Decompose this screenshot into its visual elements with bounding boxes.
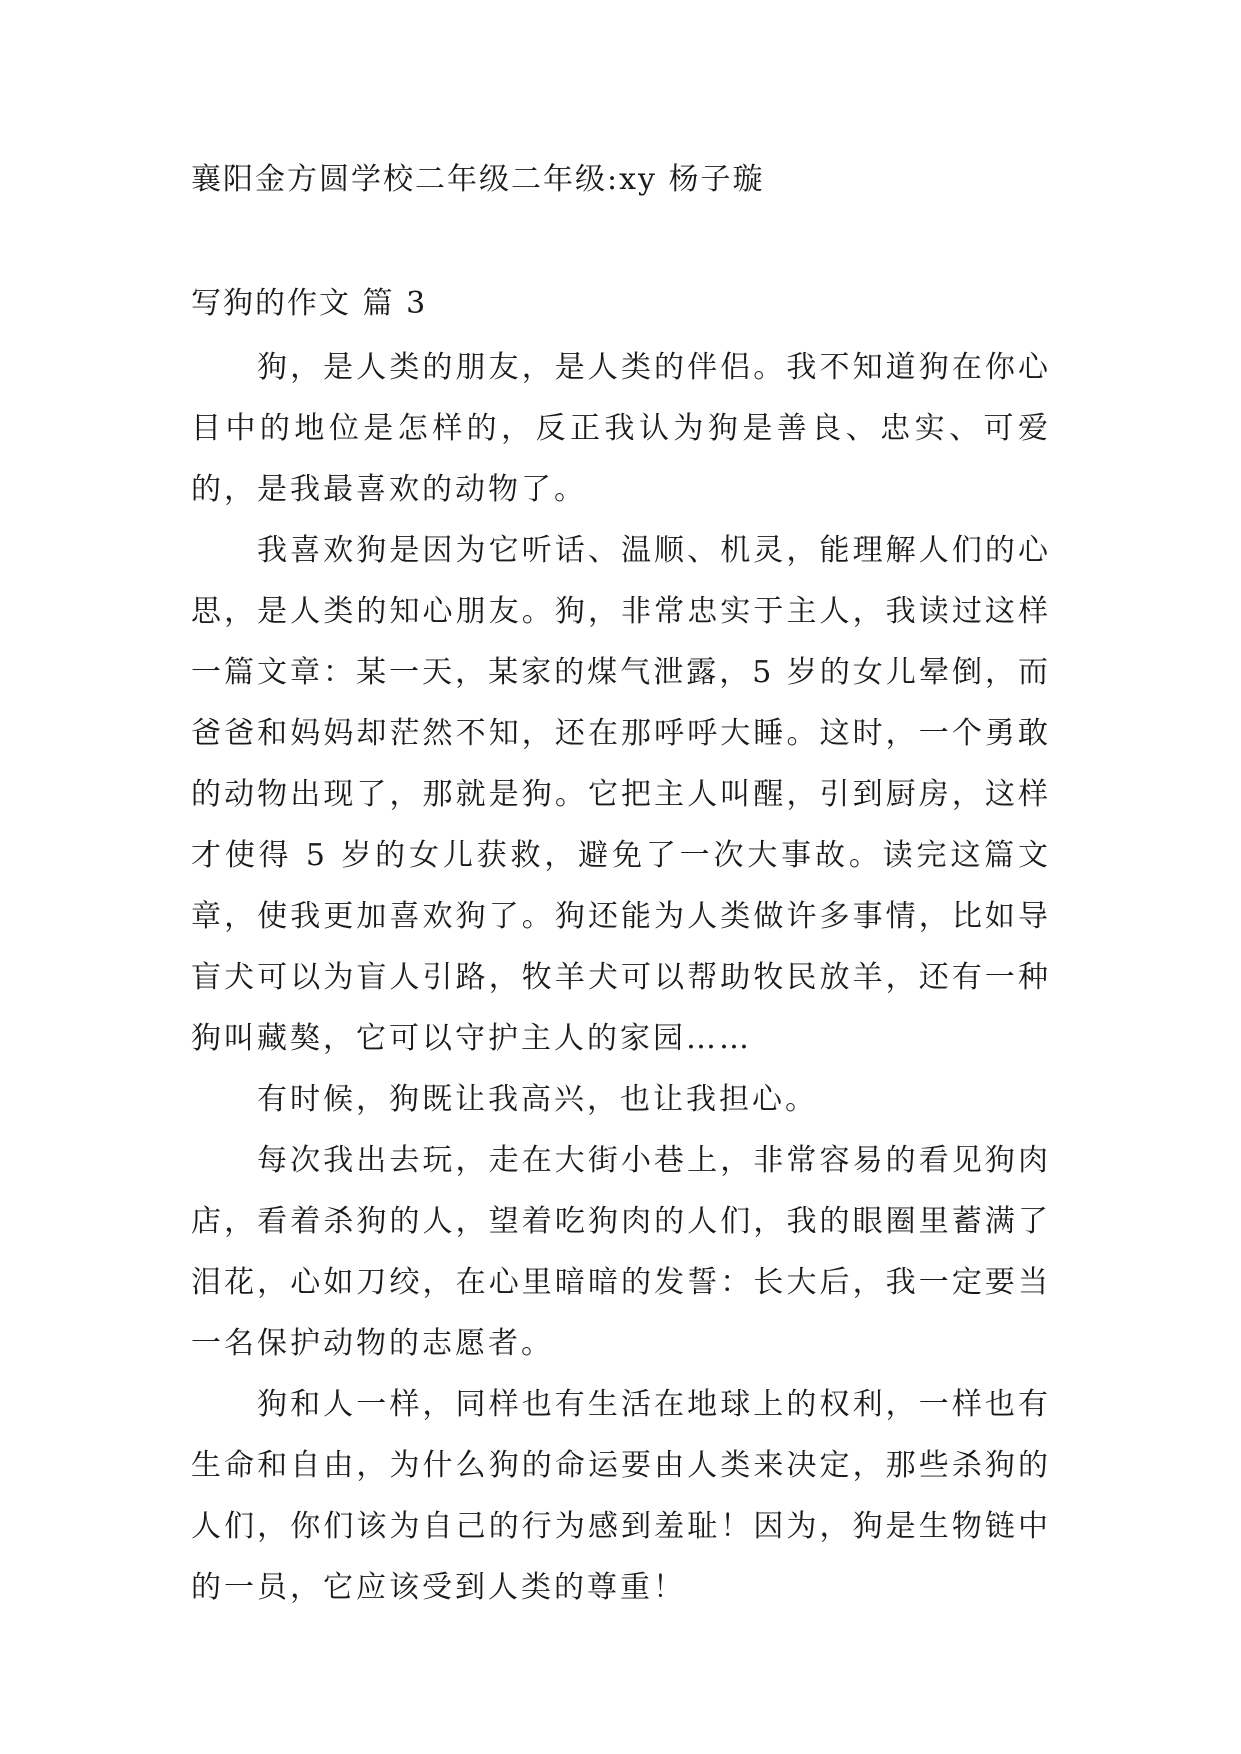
section-heading: 写狗的作文 篇 3 bbox=[191, 286, 428, 321]
paragraph-2: 我喜欢狗是因为它听话、温顺、机灵，能理解人们的心思，是人类的知心朋友。狗，非常忠实于主人，我读过这样一篇文章：某一天，某家的煤气泄露，5 岁的女儿晕倒，而爸爸和妈妈却茫然不知，还在那呼呼大睡。这时，一个勇敢的动物出现了，那就是狗。它把主人叫醒，引到厨房，这样才使得 5 岁的女儿获救，避免了一次大事故。读完这篇文章，使我更加喜欢狗了。狗还能为人类做许多事情，比如导盲犬可以为盲人引路，牧羊犬可以帮助牧民放羊，还有一种狗叫藏獒，它可以守护主人的家园…… bbox=[191, 533, 1051, 1056]
essay-body bbox=[191, 337, 1051, 1618]
paragraph-3: 有时候，狗既让我高兴，也让我担心。 bbox=[257, 1082, 818, 1117]
paragraph-4: 每次我出去玩，走在大街小巷上，非常容易的看见狗肉店，看着杀狗的人，望着吃狗肉的人们，我的眼圈里蓄满了泪花，心如刀绞，在心里暗暗的发誓：长大后，我一定要当一名保护动物的志愿者。 bbox=[191, 1143, 1051, 1361]
author-line: 襄阳金方圆学校二年级二年级:xy 杨子璇 bbox=[191, 162, 765, 197]
paragraph-1: 狗，是人类的朋友，是人类的伴侣。我不知道狗在你心目中的地位是怎样的，反正我认为狗是善良、忠实、可爱的，是我最喜欢的动物了。 bbox=[191, 350, 1051, 507]
paragraph-5: 狗和人一样，同样也有生活在地球上的权利，一样也有生命和自由，为什么狗的命运要由人类来决定，那些杀狗的人们，你们该为自己的行为感到羞耻！因为，狗是生物链中的一员，它应该受到人类的尊重！ bbox=[191, 1387, 1051, 1605]
